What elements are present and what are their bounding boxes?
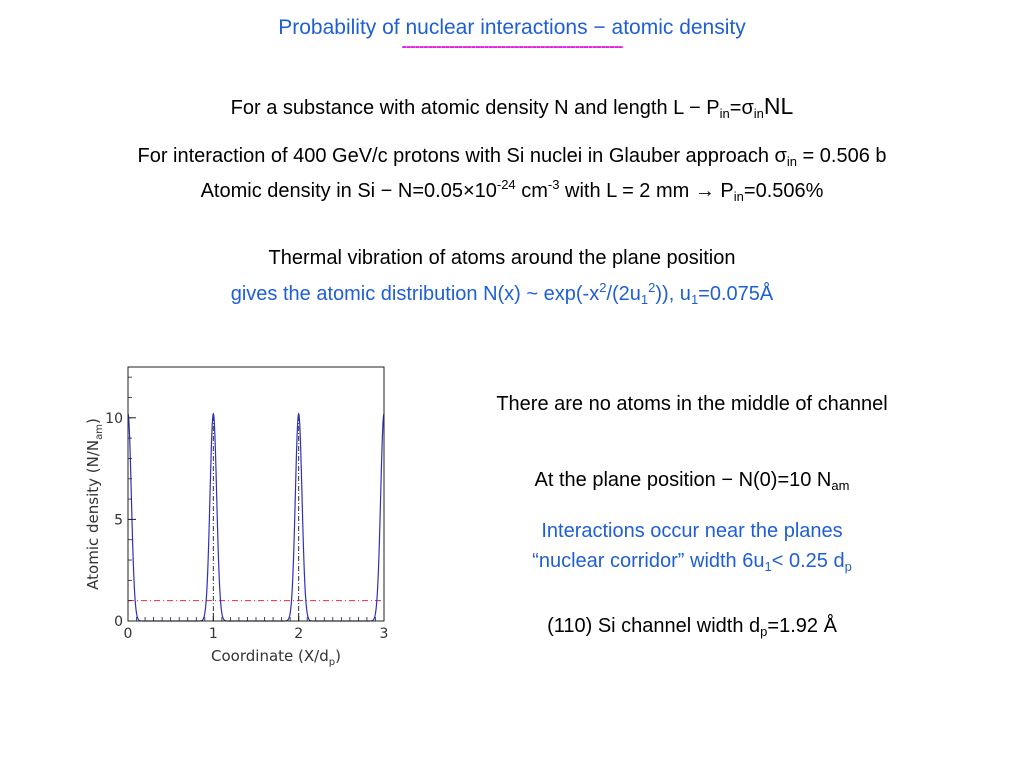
corridor-width-note: “nuclear corridor” width $6u_1< 0.25$ $d_p$ [532, 550, 852, 574]
atomic-density-chart [80, 355, 400, 675]
plot-frame [128, 367, 384, 621]
no-atoms-note: There are no atoms in the middle of channel [496, 393, 888, 415]
formula-line: For a substance with atomic density N and length $L - P_{in}=\sigma_{in}NL$ [230, 93, 794, 121]
cross-section-line: For interaction of 400 GeV/c protons with Si nuclei in Glauber approach $\sigma_{in} = 0.506$ b [137, 145, 887, 169]
x-tick-label-0: 0 [123, 626, 133, 642]
channel-width-note: (110) Si channel width $d_p=1.92$ Å [547, 615, 837, 639]
chart-reference-group [128, 414, 384, 621]
chart-marks-group [128, 414, 384, 621]
plane-position-note: At the plane position − N(0)=10 $N_{am}$ [534, 469, 850, 493]
thermal-vibration-line: Thermal vibration of atoms around the plane position [268, 247, 736, 269]
atomic-density-line: Atomic density in $Si - N=0.05\times 10^{-24}$ $cm^{-3}$ with L = 2 mm → $P_{in}=0.506\%$ [200, 177, 824, 204]
y-axis-title: Atomic density $(N/N_{am})$ [84, 418, 105, 590]
y-tick-label-10: 10 [105, 410, 123, 427]
x-tick-label-2: 2 [294, 626, 304, 642]
slide-title: Probability of nuclear interactions − atomic density [278, 16, 746, 39]
distribution-line: gives the atomic distribution N(x) ~ $\exp(-x^2/(2u_1^2))$, $u_1=0.075Å$ [230, 280, 774, 307]
x-tick-label-3: 3 [379, 626, 389, 642]
x-axis-title: Coordinate $(X/d_p)$ [211, 647, 341, 668]
y-tick-label-0: 0 [114, 614, 123, 630]
interactions-note: Interactions occur near the planes [541, 520, 843, 542]
x-tick-label-1: 1 [208, 626, 218, 642]
chart-ticks-group [105, 377, 388, 642]
atomic-density-curve [128, 414, 384, 621]
y-tick-label-5: 5 [114, 512, 123, 529]
title-underline: --------------------------------------------------- [401, 38, 623, 55]
